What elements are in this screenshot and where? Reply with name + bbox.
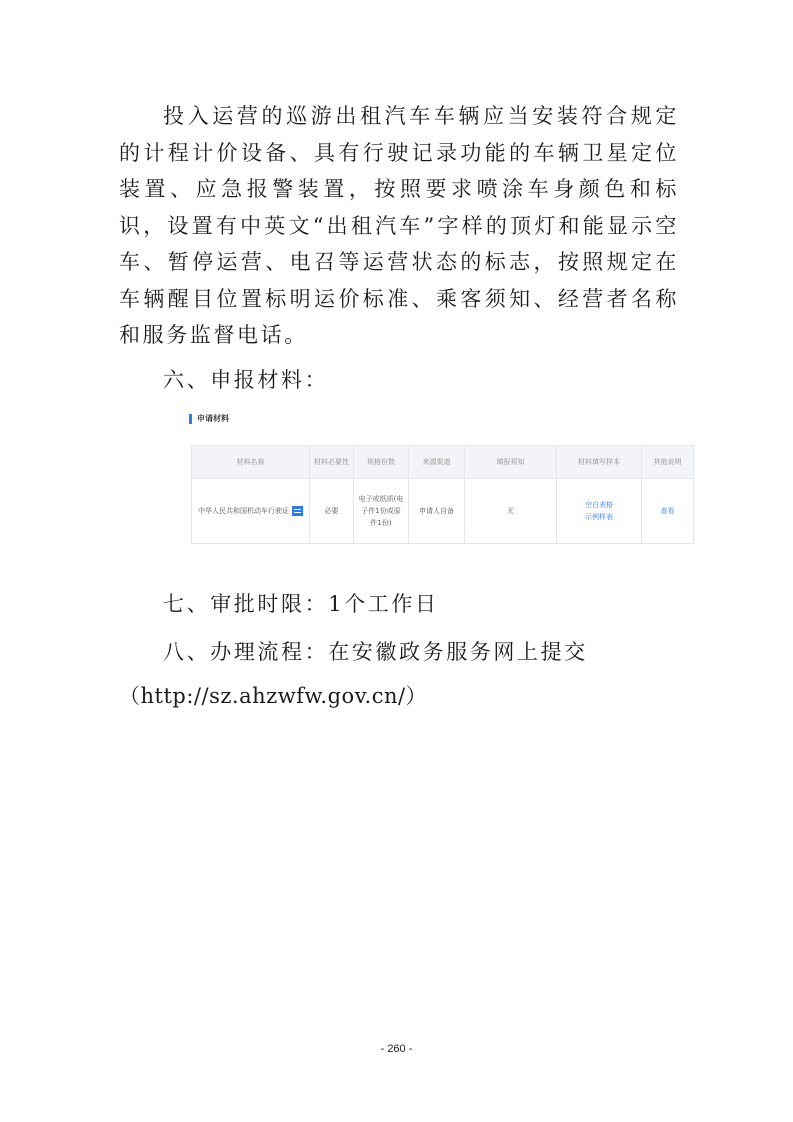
blank-form-link[interactable]: 空白表格 xyxy=(585,501,613,509)
body-paragraph: 投入运营的巡游出租汽车车辆应当安装符合规定的计程计价设备、具有行驶记录功能的车辆卫星定位装置、应急报警装置，按照要求喷涂车身颜色和标识，设置有中英文“出租汽车”字样的顶灯和能显示空车、暂停运营、电召等运营状态的标志，按照规定在车辆醒目位置标明运价标准、乘客须知、经营者名称和服务监督电话。 xyxy=(119,104,679,347)
cell-other xyxy=(642,479,694,544)
materials-table xyxy=(191,445,694,544)
materials-panel xyxy=(185,412,695,554)
cell-material-name xyxy=(192,479,310,544)
cell-necessity: 必要 xyxy=(310,479,354,544)
page-number: - 260 - xyxy=(380,1043,413,1055)
cell-notes: 无 xyxy=(465,479,557,544)
cell-source: 申请人自备 xyxy=(409,479,465,544)
header-notes: 填报须知 xyxy=(465,446,557,479)
example-form-link[interactable]: 示例样表 xyxy=(585,513,613,521)
materials-panel-title: 申请材料 xyxy=(189,412,229,426)
header-name: 材料名称 xyxy=(192,446,310,479)
view-link[interactable]: 查看 xyxy=(660,507,675,515)
header-other: 其他说明 xyxy=(642,446,694,479)
table-row xyxy=(192,479,694,544)
cell-sample xyxy=(557,479,642,544)
cell-spec: 电子或纸质(电子件1份或原件1份) xyxy=(354,479,409,544)
url-text: （http://sz.ahzwfw.gov.cn/） xyxy=(119,684,428,708)
section-8-heading: 八、办理流程：在安徽政务服务网上提交 xyxy=(163,640,588,664)
section-6-heading: 六、申报材料： xyxy=(163,368,329,392)
table-header-row xyxy=(192,446,694,479)
document-icon[interactable] xyxy=(292,506,303,516)
header-source: 来源渠道 xyxy=(409,446,465,479)
header-necessity: 材料必要性 xyxy=(310,446,354,479)
section-7-heading: 七、审批时限：1个工作日 xyxy=(163,592,439,616)
header-spec: 规格份数 xyxy=(354,446,409,479)
material-name-text: 中华人民共和国机动车行驶证 xyxy=(198,507,289,515)
header-sample: 材料填写样本 xyxy=(557,446,642,479)
